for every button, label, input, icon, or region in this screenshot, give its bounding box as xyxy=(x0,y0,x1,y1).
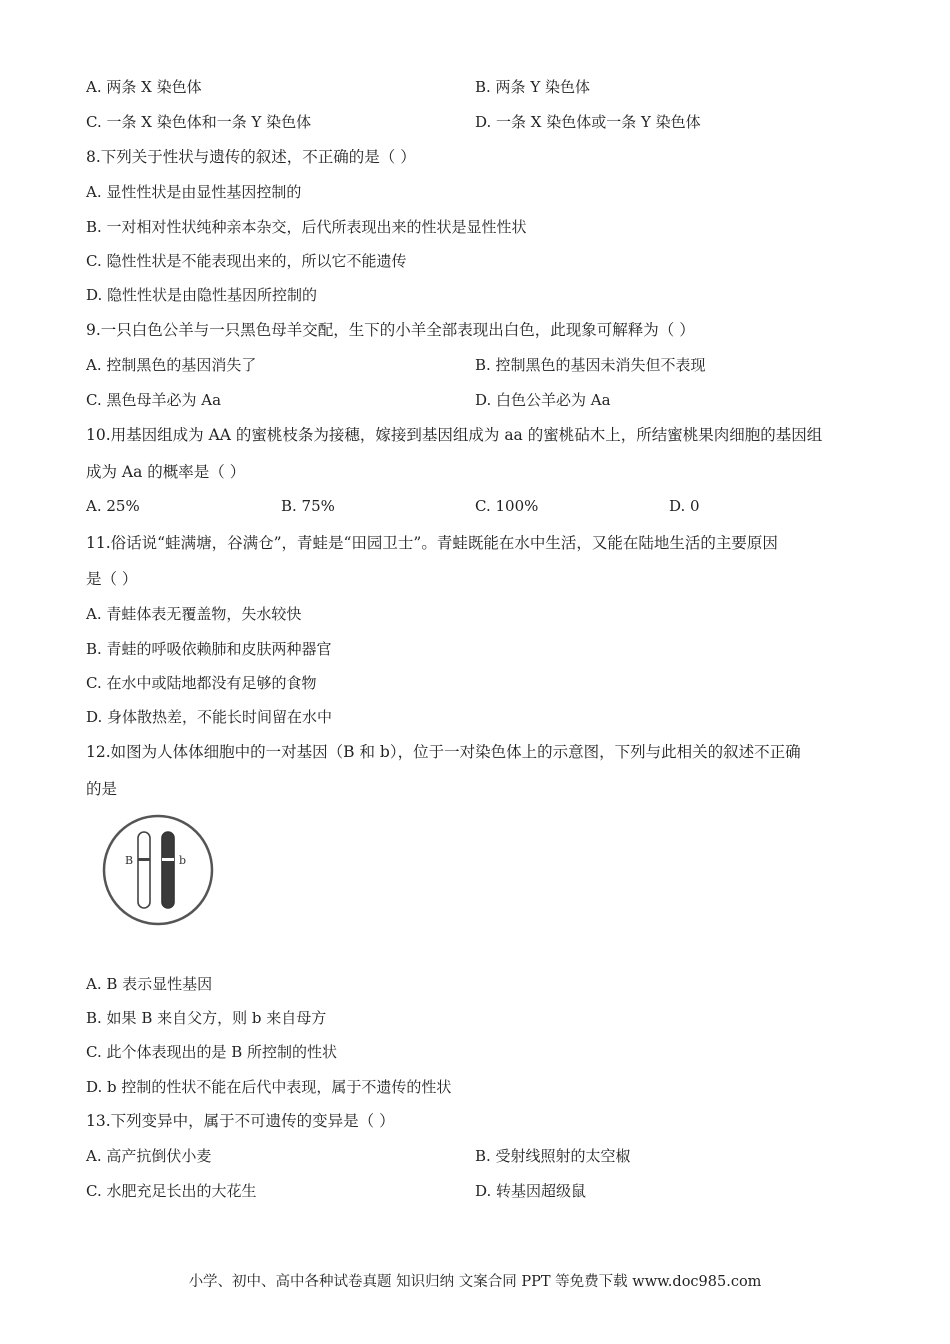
q10-option-a: A. 25% xyxy=(86,497,140,515)
q13-stem: 13.下列变异中，属于不可遗传的变异是（ ） xyxy=(86,1112,395,1130)
q9-option-d: D. 白色公羊必为 Aa xyxy=(475,391,611,409)
q12-option-c: C. 此个体表现出的是 B 所控制的性状 xyxy=(86,1043,338,1061)
gene-marker-b-upper xyxy=(138,858,150,861)
q11-stem-line2: 是（ ） xyxy=(86,570,138,588)
q12-option-a: A. B 表示显性基因 xyxy=(86,975,213,993)
label-lower-b: b xyxy=(179,854,187,867)
q11-option-b: B. 青蛙的呼吸依赖肺和皮肤两种器官 xyxy=(86,640,332,658)
q8-option-a: A. 显性性状是由显性基因控制的 xyxy=(86,183,302,201)
q7-option-a: A. 两条 X 染色体 xyxy=(86,78,202,96)
q7-option-c: C. 一条 X 染色体和一条 Y 染色体 xyxy=(86,113,312,131)
q8-stem: 8.下列关于性状与遗传的叙述，不正确的是（ ） xyxy=(86,148,416,166)
q9-option-a: A. 控制黑色的基因消失了 xyxy=(86,356,257,374)
q7-option-b: B. 两条 Y 染色体 xyxy=(475,78,590,96)
q9-stem: 9.一只白色公羊与一只黑色母羊交配，生下的小羊全部表现出白色，此现象可解释为（ ） xyxy=(86,321,695,339)
gene-marker-b-lower xyxy=(162,858,174,861)
q13-option-c: C. 水肥充足长出的大花生 xyxy=(86,1182,257,1200)
q13-option-a: A. 高产抗倒伏小麦 xyxy=(86,1147,212,1165)
page-footer: 小学、初中、高中各种试卷真题 知识归纳 文案合同 PPT 等免费下载 www.doc985.com xyxy=(188,1274,762,1290)
q12-stem-line2: 的是 xyxy=(86,780,118,798)
label-upper-b: B xyxy=(125,854,134,867)
chromosome-right xyxy=(162,832,174,908)
q7-option-d: D. 一条 X 染色体或一条 Y 染色体 xyxy=(475,113,701,131)
q9-option-b: B. 控制黑色的基因未消失但不表现 xyxy=(475,356,706,374)
q8-option-d: D. 隐性性状是由隐性基因所控制的 xyxy=(86,286,318,304)
q8-option-c: C. 隐性性状是不能表现出来的，所以它不能遗传 xyxy=(86,252,407,270)
q10-stem-line2: 成为 Aa 的概率是（ ） xyxy=(86,463,246,481)
chromosome-figure xyxy=(100,812,220,928)
q10-option-c: C. 100% xyxy=(475,497,539,515)
q11-option-d: D. 身体散热差，不能长时间留在水中 xyxy=(86,708,333,726)
q10-stem-line1: 10.用基因组成为 AA 的蜜桃枝条为接穗，嫁接到基因组成为 aa 的蜜桃砧木上，所结蜜桃果肉细胞的基因组 xyxy=(86,426,823,444)
q13-option-d: D. 转基因超级鼠 xyxy=(475,1182,587,1200)
q12-option-b: B. 如果 B 来自父方，则 b 来自母方 xyxy=(86,1009,327,1027)
q10-option-d: D. 0 xyxy=(669,497,700,515)
q11-option-a: A. 青蛙体表无覆盖物，失水较快 xyxy=(86,605,302,623)
q13-option-b: B. 受射线照射的太空椒 xyxy=(475,1147,631,1165)
q11-stem-line1: 11.俗话说“蛙满塘，谷满仓”，青蛙是“田园卫士”。青蛙既能在水中生活，又能在陆地生活的主要原因 xyxy=(86,534,778,552)
chromosome-left xyxy=(138,832,150,908)
q12-option-d: D. b 控制的性状不能在后代中表现，属于不遗传的性状 xyxy=(86,1078,452,1096)
q8-option-b: B. 一对相对性状纯种亲本杂交，后代所表现出来的性状是显性性状 xyxy=(86,218,527,236)
q11-option-c: C. 在水中或陆地都没有足够的食物 xyxy=(86,674,317,692)
q12-stem-line1: 12.如图为人体体细胞中的一对基因（B 和 b），位于一对染色体上的示意图，下列与此相关的叙述不正确 xyxy=(86,743,801,761)
q10-option-b: B. 75% xyxy=(281,497,335,515)
cell-outline xyxy=(104,816,212,924)
q9-option-c: C. 黑色母羊必为 Aa xyxy=(86,391,222,409)
